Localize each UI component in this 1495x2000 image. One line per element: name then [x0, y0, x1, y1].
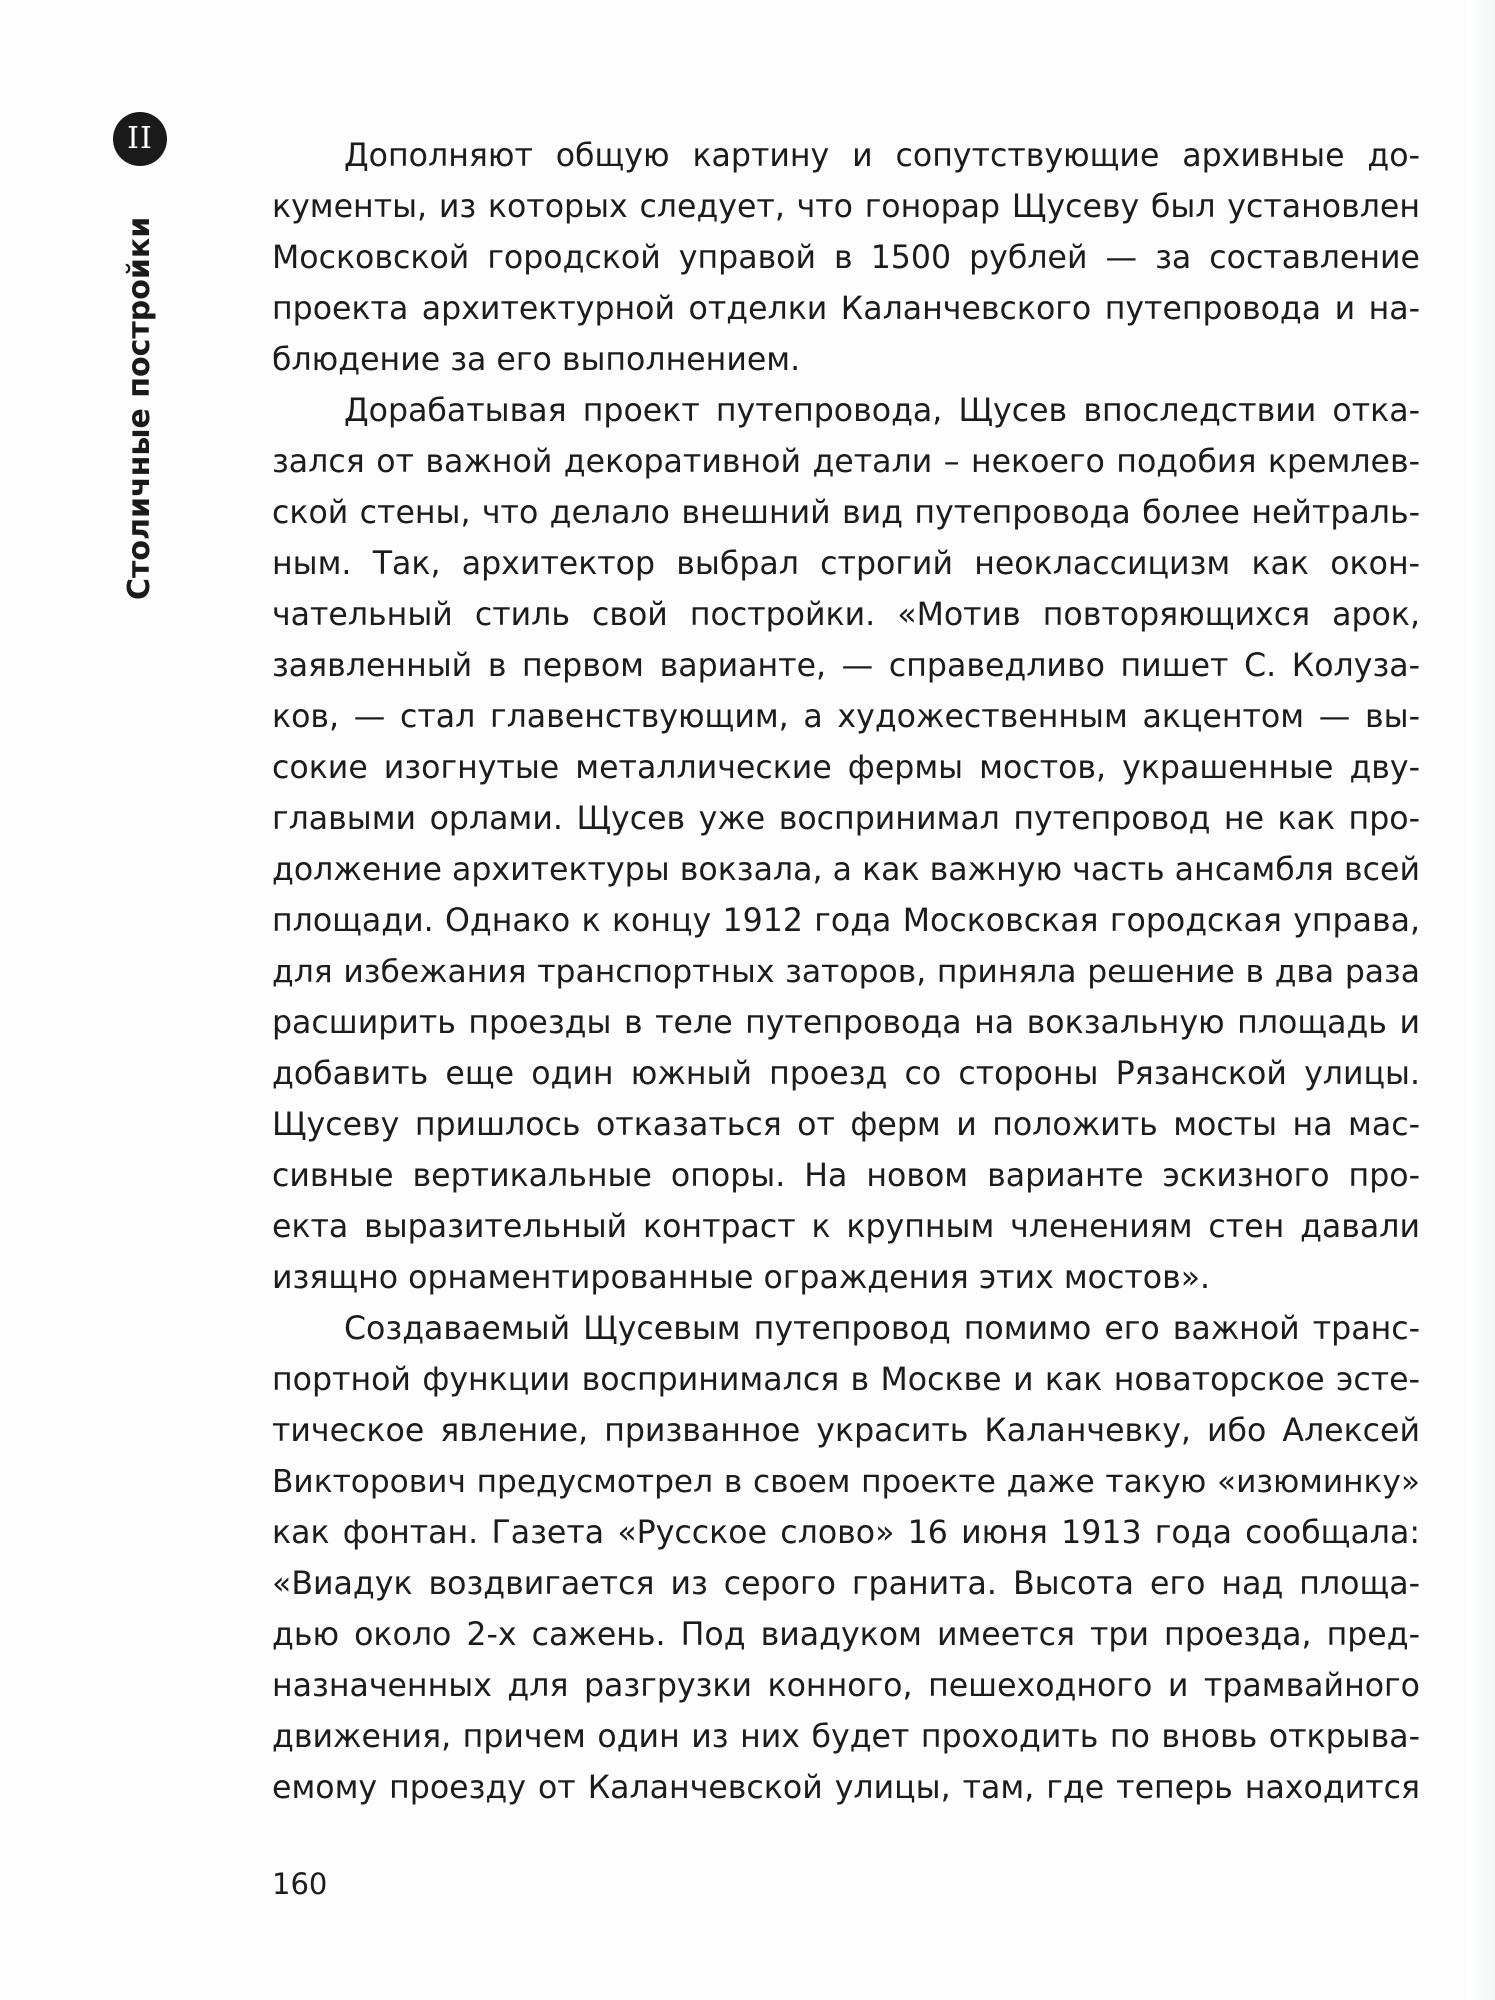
text-line: Щусеву пришлось отказаться от ферм и положить мосты на мас-: [272, 1107, 1420, 1143]
text-line: Дорабатывая проект путепровода, Щусев впоследствии отка-: [344, 393, 1420, 429]
text-line: должение архитектуры вокзала, а как важную часть ансамбля всей: [272, 852, 1420, 888]
text-line: изящно орнаментированные ограждения этих мостов».: [272, 1260, 1211, 1296]
text-line: сокие изогнутые металлические фермы мостов, украшенные дву-: [272, 750, 1420, 786]
text-line: площади. Однако к концу 1912 года Московская городская управа,: [272, 903, 1420, 939]
text-line: дью около 2-х сажень. Под виадуком имеется три проезда, пред-: [272, 1617, 1420, 1653]
page-number: 160: [272, 1867, 328, 1901]
text-line: добавить еще один южный проезд со стороны Рязанской улицы.: [272, 1056, 1420, 1092]
text-line: кументы, из которых следует, что гонорар Щусеву был установлен: [272, 189, 1420, 225]
text-line: сивные вертикальные опоры. На новом варианте эскизного про-: [272, 1158, 1420, 1194]
text-line: блюдение за его выполнением.: [272, 342, 801, 378]
text-line: проекта архитектурной отделки Каланчевского путепровода и на-: [272, 291, 1420, 327]
text-line: Дополняют общую картину и сопутствующие архивные до-: [344, 138, 1420, 174]
text-line: зался от важной декоративной детали – некоего подобия кремлев-: [272, 444, 1420, 480]
text-line: ным. Так, архитектор выбрал строгий неоклассицизм как окон-: [272, 546, 1420, 582]
text-line: Создаваемый Щусевым путепровод помимо его важной транс-: [344, 1311, 1420, 1347]
text-line: екта выразительный контраст к крупным членениям стен давали: [272, 1209, 1420, 1245]
chapter-number-badge: II: [113, 112, 167, 166]
text-line: Московской городской управой в 1500 рублей — за составление: [272, 240, 1420, 276]
text-line: главыми орлами. Щусев уже воспринимал путепровод не как про-: [272, 801, 1420, 837]
text-line: ской стены, что делало внешний вид путепровода более нейтраль-: [272, 495, 1420, 531]
text-line: емому проезду от Каланчевской улицы, там, где теперь находится: [272, 1770, 1420, 1806]
text-line: ков, — стал главенствующим, а художественным акцентом — вы-: [272, 699, 1420, 735]
text-line: Викторович предусмотрел в своем проекте даже такую «изюминку»: [272, 1464, 1420, 1500]
text-line: «Виадук воздвигается из серого гранита. Высота его над площа-: [272, 1566, 1420, 1602]
text-line: чательный стиль свой постройки. «Мотив повторяющихся арок,: [272, 597, 1420, 633]
text-line: для избежания транспортных заторов, приняла решение в два раза: [272, 954, 1420, 990]
text-line: как фонтан. Газета «Русское слово» 16 июня 1913 года сообщала:: [272, 1515, 1420, 1551]
body-text: [272, 131, 1420, 1814]
text-line: движения, причем один из них будет проходить по вновь открыва-: [272, 1719, 1420, 1755]
text-line: тическое явление, призванное украсить Каланчевку, ибо Алексей: [272, 1413, 1420, 1449]
text-line: назначенных для разгрузки конного, пешеходного и трамвайного: [272, 1668, 1420, 1704]
text-line: заявленный в первом варианте, — справедливо пишет С. Колуза-: [272, 648, 1420, 684]
text-line: портной функции воспринимался в Москве и как новаторское эсте-: [272, 1362, 1420, 1398]
running-head: Столичные постройки: [122, 216, 157, 600]
page-edge-shadow: [1467, 0, 1495, 2000]
text-line: расширить проезды в теле путепровода на вокзальную площадь и: [272, 1005, 1420, 1041]
